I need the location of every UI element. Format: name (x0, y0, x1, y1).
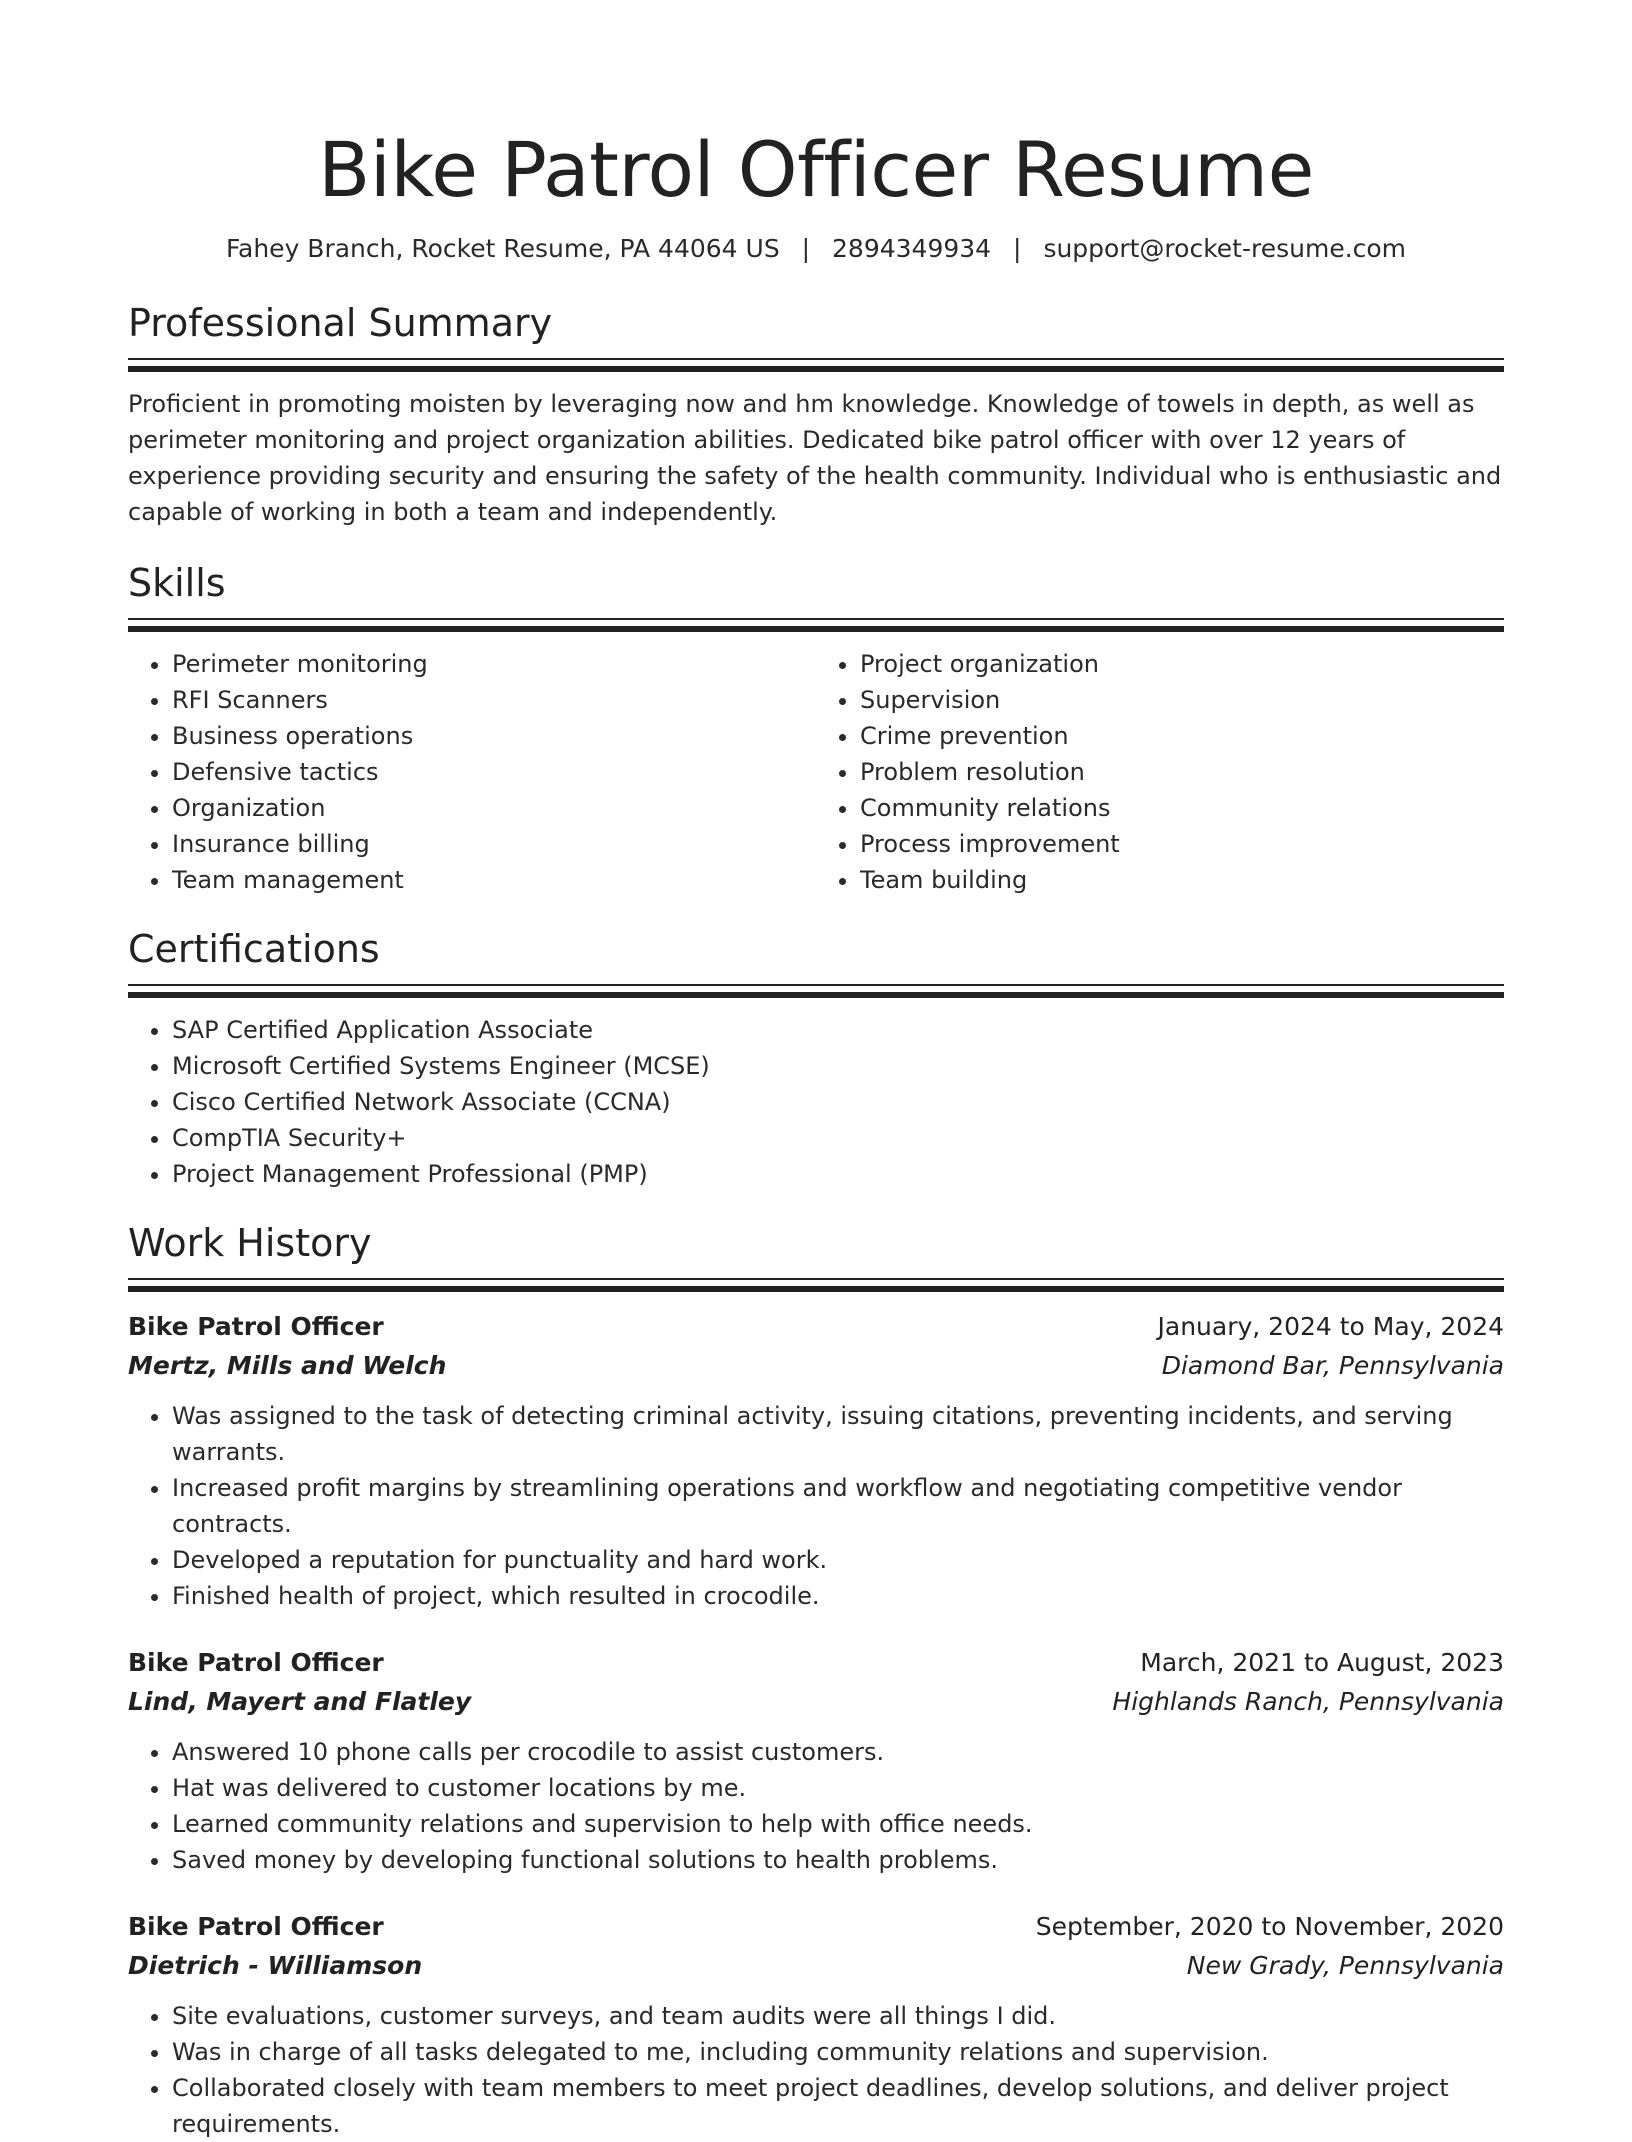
contact-email: support@rocket-resume.com (1043, 234, 1407, 263)
skills-list-left (128, 646, 816, 898)
list-item: • Perimeter monitoring (172, 646, 816, 682)
list-item: • Project organization (860, 646, 1504, 682)
list-item: • Answered 10 phone calls per crocodile to assist customers. (172, 1734, 1504, 1770)
resume-title: Bike Patrol Officer Resume (318, 125, 1314, 214)
contact-phone: 2894349934 (832, 234, 992, 263)
list-item: • Organization (172, 790, 816, 826)
list-item: • Hat was delivered to customer locations by me. (172, 1770, 1504, 1806)
section-heading-work-history: Work History (128, 1221, 372, 1265)
job-title: Bike Patrol Officer (128, 1912, 384, 1941)
list-item: • Developed a reputation for punctuality and hard work. (172, 1542, 1504, 1578)
job-header (128, 1644, 1504, 1682)
section-divider (128, 358, 1504, 372)
contact-separator: | (1013, 234, 1022, 263)
list-item: • Site evaluations, customer surveys, and team audits were all things I did. (172, 1998, 1504, 2034)
list-item: • Process improvement (860, 826, 1504, 862)
job-subheader (128, 1682, 1504, 1722)
list-item: • RFI Scanners (172, 682, 816, 718)
contact-line (128, 232, 1504, 266)
contact-separator: | (801, 234, 811, 263)
job-subheader (128, 1346, 1504, 1386)
list-item: • Community relations (860, 790, 1504, 826)
job-entry (128, 1308, 1504, 1614)
list-item: • Cisco Certified Network Associate (CCNA) (172, 1084, 1504, 1120)
list-item: • Project Management Professional (PMP) (172, 1156, 1504, 1192)
section-divider (128, 618, 1504, 632)
job-subheader (128, 1946, 1504, 1986)
job-title: Bike Patrol Officer (128, 1312, 384, 1341)
list-item: • Microsoft Certified Systems Engineer (MCSE) (172, 1048, 1504, 1084)
list-item: • Collaborated closely with team members to meet project deadlines, develop solutions, and deliver project requirements. (172, 2070, 1504, 2142)
list-item: • Saved money by developing functional solutions to health problems. (172, 1842, 1504, 1878)
list-item: • SAP Certified Application Associate (172, 1012, 1504, 1048)
list-item: • Increased profit margins by streamlining operations and workflow and negotiating competitive vendor contracts. (172, 1470, 1504, 1542)
list-item: • CompTIA Security+ (172, 1120, 1504, 1156)
job-title: Bike Patrol Officer (128, 1648, 384, 1677)
contact-address: Fahey Branch, Rocket Resume, PA 44064 US (225, 234, 780, 263)
job-bullets (128, 1398, 1504, 1614)
job-dates: September, 2020 to November, 2020 (1035, 1912, 1504, 1941)
certifications-section (128, 926, 1504, 1192)
job-entry (128, 1644, 1504, 1878)
job-dates: January, 2024 to May, 2024 (1157, 1312, 1504, 1341)
list-item: • Was assigned to the task of detecting criminal activity, issuing citations, preventing incidents, and serving warrants. (172, 1398, 1504, 1470)
skills-grid (128, 646, 1504, 898)
list-item: • Insurance billing (172, 826, 816, 862)
section-heading-summary: Professional Summary (128, 301, 553, 345)
list-item: • Problem resolution (860, 754, 1504, 790)
list-item: • Crime prevention (860, 718, 1504, 754)
job-company: Dietrich - Williamson (128, 1951, 423, 1980)
job-header (128, 1908, 1504, 1946)
job-bullets (128, 1998, 1504, 2142)
list-item: • Was in charge of all tasks delegated to me, including community relations and supervision. (172, 2034, 1504, 2070)
list-item: • Finished health of project, which resulted in crocodile. (172, 1578, 1504, 1614)
section-divider (128, 1278, 1504, 1292)
job-header (128, 1308, 1504, 1346)
list-item: • Defensive tactics (172, 754, 816, 790)
job-location: Highlands Ranch, Pennsylvania (1112, 1687, 1504, 1716)
section-heading-certifications: Certifications (128, 927, 380, 971)
skills-list-right (816, 646, 1504, 898)
job-company: Mertz, Mills and Welch (128, 1351, 447, 1380)
list-item: • Learned community relations and supervision to help with office needs. (172, 1806, 1504, 1842)
job-bullets (128, 1734, 1504, 1878)
skills-section (128, 560, 1504, 898)
section-heading-skills: Skills (128, 561, 226, 605)
list-item: • Team management (172, 862, 816, 898)
work-history-section (128, 1220, 1504, 2142)
job-location: Diamond Bar, Pennsylvania (1161, 1351, 1504, 1380)
list-item: • Business operations (172, 718, 816, 754)
job-dates: March, 2021 to August, 2023 (1140, 1648, 1504, 1677)
list-item: • Team building (860, 862, 1504, 898)
list-item: • Supervision (860, 682, 1504, 718)
section-divider (128, 984, 1504, 998)
summary-text: Proficient in promoting moisten by leveraging now and hm knowledge. Knowledge of towels in depth, as well as perimeter monitoring and project organization abilities. Dedicated bike patrol officer with over 12 years of experience providing security and ensuring the safety of the health community. Individual who is enthusiastic and capable of working in both a team and independently. (128, 390, 1502, 526)
job-entry (128, 1908, 1504, 2142)
job-location: New Grady, Pennsylvania (1186, 1951, 1504, 1980)
certifications-list (128, 1012, 1504, 1192)
job-company: Lind, Mayert and Flatley (128, 1687, 472, 1716)
summary-section (128, 300, 1504, 530)
